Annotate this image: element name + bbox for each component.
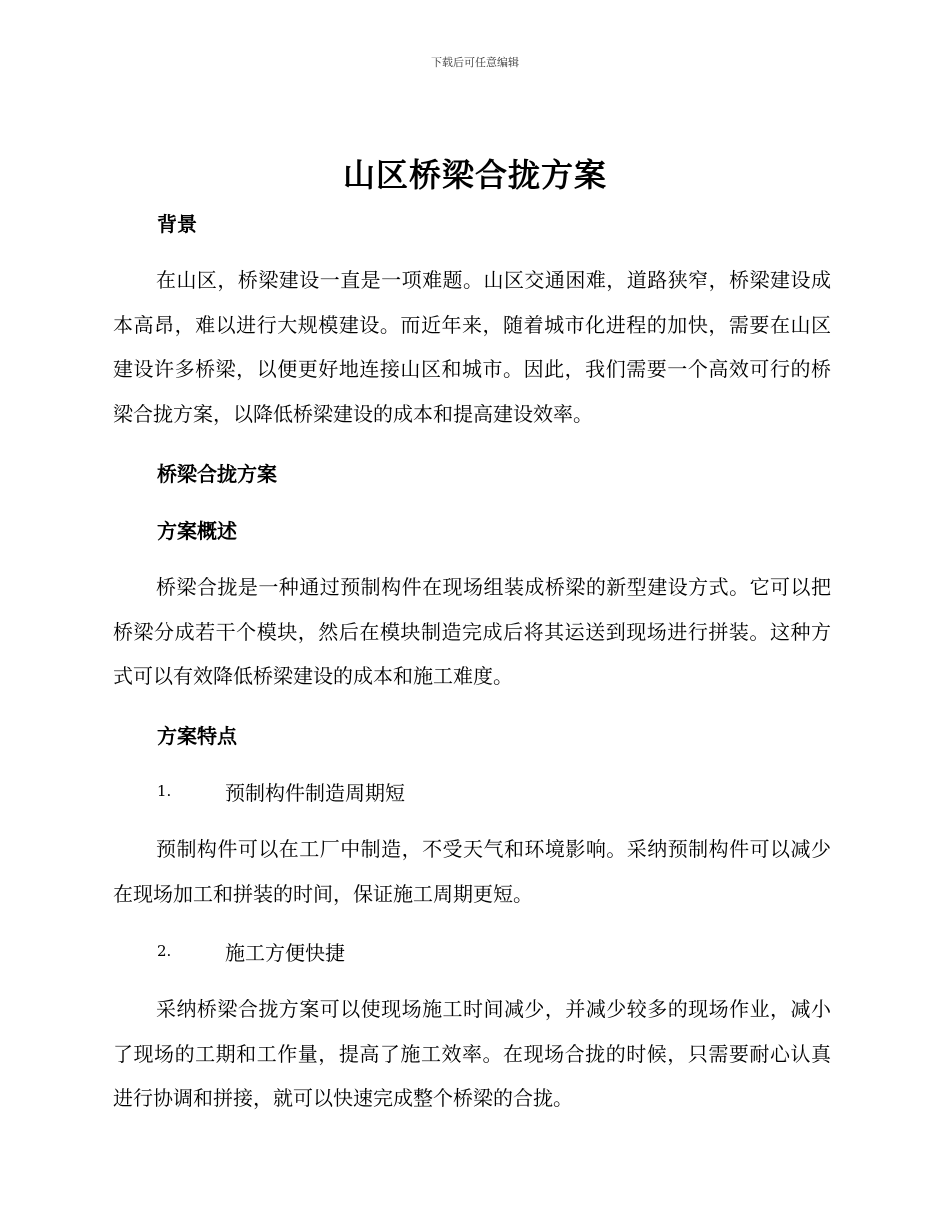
- list-number-1: 1.: [157, 782, 172, 800]
- heading-features: 方案特点: [157, 724, 237, 748]
- paragraph-background: 在山区，桥梁建设一直是一项难题。山区交通困难，道路狭窄，桥梁建设成本高昂，难以进行大规模建设。而近年来，随着城市化进程的加快，需要在山区建设许多桥梁，以便更好地连接山区和城市。因此，我们需要一个高效可行的桥梁合拢方案，以降低桥梁建设的成本和提高建设效率。: [113, 268, 831, 426]
- list-item-title-1: 预制构件制造周期短: [225, 781, 405, 805]
- paragraph-feature-1: 预制构件可以在工厂中制造，不受天气和环境影响。采纳预制构件可以减少在现场加工和拼装的时间，保证施工周期更短。: [113, 837, 831, 906]
- heading-plan: 桥梁合拢方案: [157, 462, 277, 486]
- paragraph-feature-2: 采纳桥梁合拢方案可以使现场施工时间减少，并减少较多的现场作业，减小了现场的工期和工作量，提高了施工效率。在现场合拢的时候，只需要耐心认真进行协调和拼接，就可以快速完成整个桥梁的合拢。: [113, 997, 831, 1110]
- heading-background: 背景: [157, 212, 197, 236]
- header-note: 下载后可任意编辑: [431, 56, 519, 69]
- paragraph-overview: 桥梁合拢是一种通过预制构件在现场组装成桥梁的新型建设方式。它可以把桥梁分成若干个模块，然后在模块制造完成后将其运送到现场进行拼装。这种方式可以有效降低桥梁建设的成本和施工难度。: [113, 575, 831, 688]
- page-title: 山区桥梁合拢方案: [342, 156, 607, 194]
- heading-overview: 方案概述: [157, 519, 237, 543]
- list-number-2: 2.: [157, 942, 172, 960]
- list-item-title-2: 施工方便快捷: [225, 941, 345, 965]
